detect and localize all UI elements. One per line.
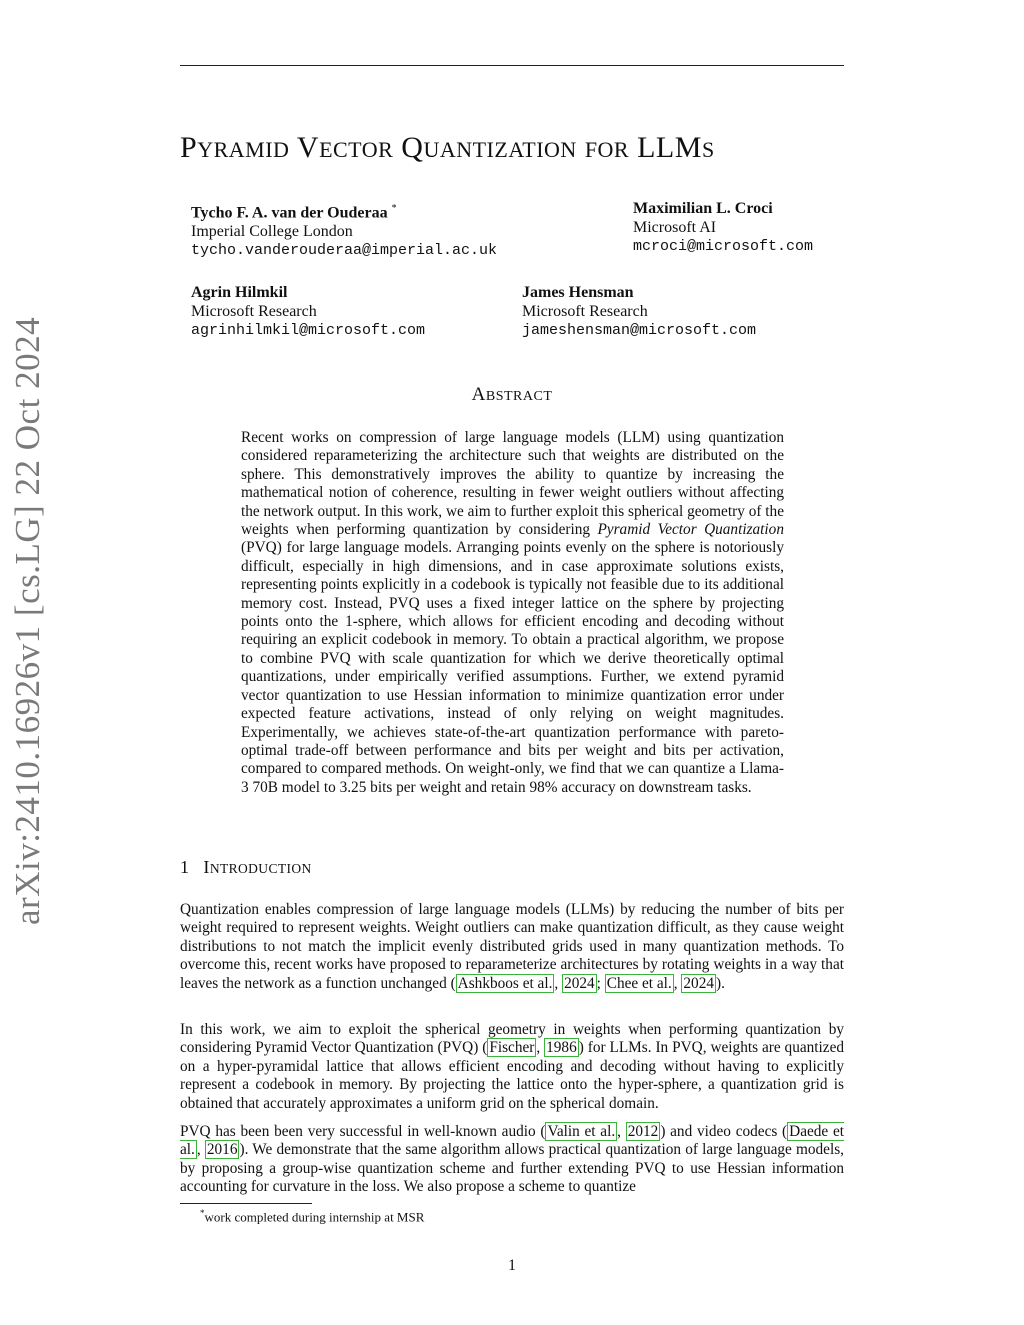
author-email[interactable]: agrinhilmkil@microsoft.com <box>191 322 426 339</box>
author-block <box>633 199 813 256</box>
page-number: 1 <box>508 1257 516 1274</box>
citation-link[interactable]: 2012 <box>627 1123 659 1140</box>
author-block <box>191 283 425 340</box>
paper-title: PYRAMID VECTOR QUANTIZATION FOR LLMS <box>180 131 715 164</box>
citation-link[interactable]: 2024 <box>683 974 714 992</box>
citation-link[interactable]: Ashkboos et al. <box>457 974 553 992</box>
author-email[interactable]: mcroci@microsoft.com <box>633 238 814 255</box>
author-block <box>522 283 756 340</box>
author-email[interactable]: jameshensman@microsoft.com <box>522 322 757 339</box>
abstract-term: Pyramid Vector Quantization <box>597 521 784 539</box>
citation-link[interactable]: Daede et al. <box>180 1123 844 1159</box>
top-rule <box>180 65 844 66</box>
author-block: Tycho F. A. van der Ouderaa * Imperial College London tycho.vanderouderaa@imperial.ac.uk <box>191 203 498 260</box>
abstract-body: Recent works on compression of large language models (LLM) using quantization considered reparameterizing the architecture such that weights are distributed on the sphere. This demonstratively improves the ability to quantize by increasing the mathematical notion of coherence, resulting in fewer weight outliers without affecting the network output. In this work, we aim to further exploit this spherical geometry of the weights when performing quantization by considering Pyramid Vector Quantization (PVQ) for large language models. Arranging points evenly on the sphere is notoriously difficult, especially in high dimensions, and in case approximate solutions exists, representing points explicitly in a codebook is typically not feasible due to its additional memory cost. Instead, PVQ uses a fixed integer lattice on the sphere by projecting points onto the 1-sphere, which allows for efficient encoding and decoding without requiring an explicit codebook in memory. To obtain a practical algorithm, we propose to combine PVQ with scale quantization for which we derive theoretically optimal quantizations, under empirically verified assumptions. Further, we extend pyramid vector quantization to use Hessian information to minimize quantization error under expected feature activations, instead of only relying on weight magnitudes. Experimentally, we achieves state-of-the-art quantization performance with pareto-optimal trade-off between performance and bits per weight and bits per activation, compared to compared methods. On weight-only, we find that we can quantize a Llama-3 70B model to 3.25 bits per weight and retain 98% accuracy on downstream tasks. <box>241 429 784 796</box>
citation-link[interactable]: 1986 <box>546 1039 577 1057</box>
author-affiliation: Microsoft Research <box>522 303 648 320</box>
author-affiliation: Microsoft Research <box>191 303 317 320</box>
author-email[interactable]: tycho.vanderouderaa@imperial.ac.uk <box>191 242 498 260</box>
author-affiliation: Imperial College London <box>191 223 353 241</box>
citation-link[interactable]: Valin et al. <box>547 1123 616 1140</box>
citation-link[interactable]: Fischer <box>489 1039 535 1057</box>
citation-link[interactable]: 2024 <box>564 974 595 992</box>
arxiv-stamp: arXiv:2410.16926v1 [cs.LG] 22 Oct 2024 <box>8 316 47 925</box>
intro-paragraph-3: PVQ has been been very successful in well-known audio ( Valin et al. , 2012 ) and video codecs ( Daede et al. , 2016 ). We demonstrate that the same algorithm allows practical quantization of large language models, by proposing a group-wise quantization scheme and further extending PVQ to use Hessian information accounting for curvature in the loss. We also propose a scheme to quantize <box>180 1123 844 1196</box>
section-heading-introduction: 1 INTRODUCTION <box>180 857 312 877</box>
author-name: Maximilian L. Croci <box>633 200 773 217</box>
citation-link[interactable]: 2016 <box>206 1141 238 1159</box>
citation-link[interactable]: Chee et al. <box>606 974 672 992</box>
footnote: *work completed during internship at MSR <box>200 1208 425 1225</box>
author-affiliation: Microsoft AI <box>633 219 717 236</box>
author-name: Tycho F. A. van der Ouderaa <box>191 204 388 222</box>
author-name: Agrin Hilmkil <box>191 284 288 301</box>
abstract-heading: ABSTRACT <box>471 384 553 405</box>
intro-paragraph-2: In this work, we aim to exploit the spherical geometry in weights when performing quantization by considering Pyramid Vector Quantization (PVQ) ( Fischer , 1986 ) for LLMs. In PVQ, weights are quantized on a hyper-pyramidal lattice that allows efficient encoding and decoding without having to explicitly represent a codebook in memory. By projecting the lattice onto the hyper-sphere, a quantization grid is obtained that accurately approximates a uniform grid on the spherical domain. <box>180 1021 845 1112</box>
author-name: James Hensman <box>522 284 634 301</box>
intro-paragraph-1: Quantization enables compression of large language models (LLMs) by reducing the number of bits per weight required to represent weights. Weight outliers can make quantization difficult, as they cause weight distributions to not match the implicit evenly distributed grids used in many quantization methods. To overcome this, recent works have proposed to reparameterize architectures by rotating weights in a way that leaves the network as a function unchanged ( Ashkboos et al. , 2024 ; Chee et al. , 2024 ). <box>180 901 844 992</box>
footnote-rule <box>180 1203 312 1204</box>
